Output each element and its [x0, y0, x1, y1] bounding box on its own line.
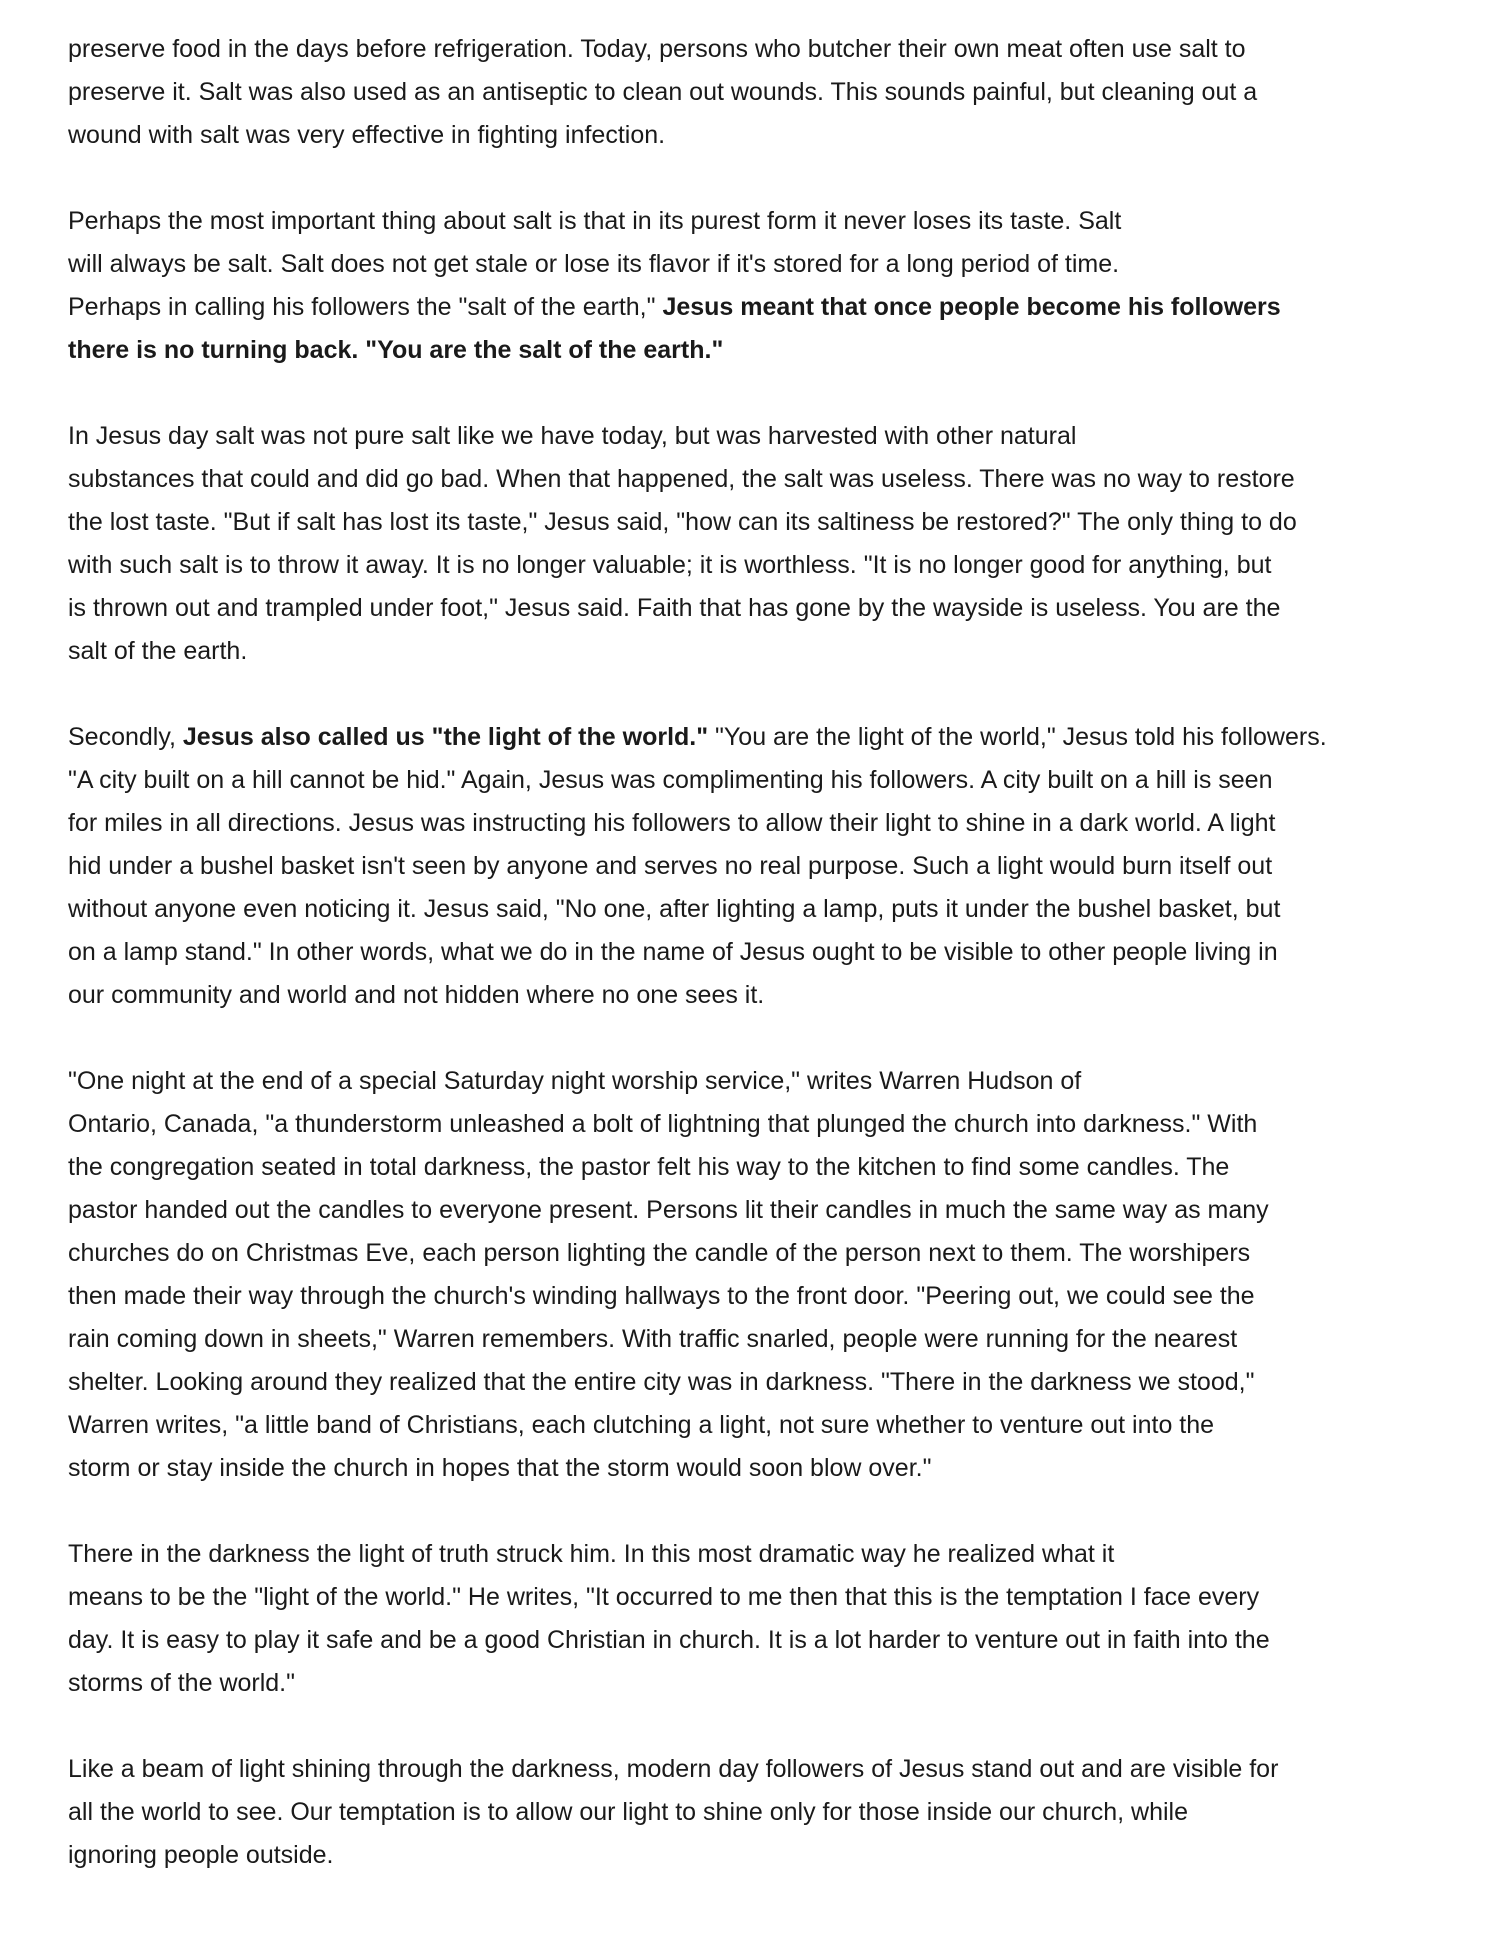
text-run: storms of the world." [68, 1669, 296, 1697]
text-line [68, 1103, 1463, 1146]
text-line [68, 974, 1463, 1017]
text-run: Like a beam of light shining through the darkness, modern day followers of Jesus stand out and are visible for [68, 1755, 1279, 1783]
text-line [68, 1834, 1463, 1877]
text-run: all the world to see. Our temptation is to allow our light to shine only for those inside our church, while [68, 1798, 1189, 1826]
bold-text-run: there is no turning back. "You are the salt of the earth." [68, 336, 724, 364]
bold-text-run: Jesus meant that once people become his followers [662, 293, 1281, 321]
text-line [68, 200, 1463, 243]
text-line [68, 544, 1463, 587]
text-run: with such salt is to throw it away. It is no longer valuable; it is worthless. "It is no longer good for anything, but [68, 551, 1272, 579]
text-line [68, 1060, 1463, 1103]
text-line [68, 716, 1463, 759]
text-line [68, 28, 1463, 71]
text-run: our community and world and not hidden where no one sees it. [68, 981, 765, 1009]
text-line [68, 1189, 1463, 1232]
text-line [68, 1447, 1463, 1490]
paragraph [68, 716, 1463, 1017]
text-line [68, 888, 1463, 931]
text-line [68, 1361, 1463, 1404]
text-line [68, 1619, 1463, 1662]
text-run: for miles in all directions. Jesus was instructing his followers to allow their light to shine in a dark world. A light [68, 809, 1276, 837]
text-line [68, 1748, 1463, 1791]
text-run: There in the darkness the light of truth struck him. In this most dramatic way he realized what it [68, 1540, 1115, 1568]
text-line [68, 1404, 1463, 1447]
text-run: churches do on Christmas Eve, each person lighting the candle of the person next to them. The worshipers [68, 1239, 1251, 1267]
text-run: substances that could and did go bad. When that happened, the salt was useless. There was no way to restore [68, 465, 1295, 493]
text-line [68, 587, 1463, 630]
text-run: the lost taste. "But if salt has lost its taste," Jesus said, "how can its saltiness be restored?" The only thing to do [68, 508, 1297, 536]
text-line [68, 1576, 1463, 1619]
text-line [68, 1662, 1463, 1705]
text-line [68, 931, 1463, 974]
text-run: wound with salt was very effective in fighting infection. [68, 121, 666, 149]
paragraph [68, 200, 1463, 372]
text-run: preserve it. Salt was also used as an antiseptic to clean out wounds. This sounds painful, but cleaning out a [68, 78, 1258, 106]
text-run: salt of the earth. [68, 637, 248, 665]
text-run: means to be the "light of the world." He writes, "It occurred to me then that this is the temptation I face every [68, 1583, 1260, 1611]
text-line [68, 458, 1463, 501]
text-run: Perhaps in calling his followers the "salt of the earth," [68, 293, 663, 321]
text-run: hid under a bushel basket isn't seen by anyone and serves no real purpose. Such a light would burn itself out [68, 852, 1273, 880]
text-run: ignoring people outside. [68, 1841, 334, 1869]
paragraph [68, 28, 1463, 157]
text-line [68, 501, 1463, 544]
text-run: the congregation seated in total darkness, the pastor felt his way to the kitchen to find some candles. The [68, 1153, 1230, 1181]
paragraph [68, 415, 1463, 673]
text-run: preserve food in the days before refrigeration. Today, persons who butcher their own meat often use salt to [68, 35, 1246, 63]
text-run: without anyone even noticing it. Jesus said, "No one, after lighting a lamp, puts it under the bushel basket, but [68, 895, 1281, 923]
text-line [68, 1232, 1463, 1275]
text-line [68, 802, 1463, 845]
text-line [68, 329, 1463, 372]
text-run: "A city built on a hill cannot be hid." Again, Jesus was complimenting his followers. A city built on a hill is seen [68, 766, 1273, 794]
text-run: storm or stay inside the church in hopes that the storm would soon blow over." [68, 1454, 932, 1482]
text-line [68, 1533, 1463, 1576]
paragraph [68, 1060, 1463, 1490]
text-run: is thrown out and trampled under foot," Jesus said. Faith that has gone by the wayside is useless. You are the [68, 594, 1281, 622]
text-line [68, 243, 1463, 286]
text-run: on a lamp stand." In other words, what we do in the name of Jesus ought to be visible to other people living in [68, 938, 1278, 966]
text-run: Ontario, Canada, "a thunderstorm unleashed a bolt of lightning that plunged the church into darkness." With [68, 1110, 1258, 1138]
text-run: pastor handed out the candles to everyone present. Persons lit their candles in much the same way as many [68, 1196, 1269, 1224]
text-line [68, 114, 1463, 157]
paragraph [68, 1748, 1463, 1877]
text-line [68, 71, 1463, 114]
text-line [68, 630, 1463, 673]
text-run: Perhaps the most important thing about salt is that in its purest form it never loses its taste. Salt [68, 207, 1122, 235]
text-line [68, 1318, 1463, 1361]
text-run: then made their way through the church's winding hallways to the front door. "Peering out, we could see the [68, 1282, 1255, 1310]
text-run: "One night at the end of a special Saturday night worship service," writes Warren Hudson of [68, 1067, 1082, 1095]
text-run: day. It is easy to play it safe and be a good Christian in church. It is a lot harder to venture out in faith into the [68, 1626, 1270, 1654]
text-line [68, 415, 1463, 458]
text-line [68, 1275, 1463, 1318]
text-line [68, 759, 1463, 802]
text-run: rain coming down in sheets," Warren remembers. With traffic snarled, people were running for the nearest [68, 1325, 1238, 1353]
text-run: Warren writes, "a little band of Christians, each clutching a light, not sure whether to venture out into the [68, 1411, 1215, 1439]
text-line [68, 286, 1463, 329]
bold-text-run: Jesus also called us "the light of the world." [182, 723, 709, 751]
paragraph [68, 1533, 1463, 1705]
text-run: In Jesus day salt was not pure salt like we have today, but was harvested with other natural [68, 422, 1077, 450]
text-run: "You are the light of the world," Jesus told his followers. [708, 723, 1327, 751]
text-line [68, 1146, 1463, 1189]
text-run: shelter. Looking around they realized that the entire city was in darkness. "There in the darkness we stood," [68, 1368, 1255, 1396]
text-run: Secondly, [68, 723, 183, 751]
text-run: will always be salt. Salt does not get stale or lose its flavor if it's stored for a long period of time. [68, 250, 1120, 278]
document-page [68, 28, 1463, 1877]
text-line [68, 1791, 1463, 1834]
text-line [68, 845, 1463, 888]
